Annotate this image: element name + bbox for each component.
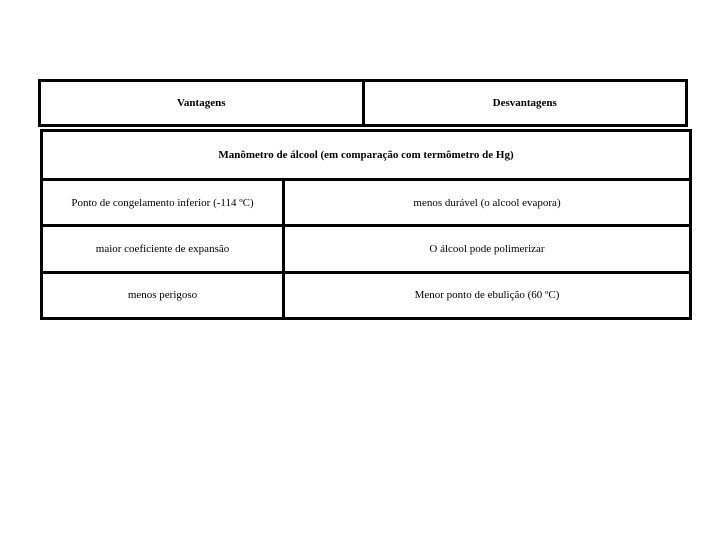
- table-row: [43, 181, 689, 224]
- table-row: [43, 271, 689, 317]
- table-row: [43, 224, 689, 270]
- desvantagem-cell: Menor ponto de ebulição (60 ºC): [414, 289, 560, 302]
- comparison-table: [40, 129, 692, 320]
- table-title: Manômetro de álcool (em comparação com termômetro de Hg): [43, 132, 689, 181]
- desvantagem-cell: O álcool pode polimerizar: [429, 242, 545, 255]
- vantagem-cell: menos perigoso: [43, 274, 285, 317]
- header-desvantagens: Desvantagens: [362, 82, 686, 124]
- header-table: [38, 79, 688, 127]
- vantagem-cell: maior coeficiente de expansão: [43, 227, 285, 270]
- header-vantagens: Vantagens: [177, 97, 226, 109]
- desvantagem-cell: menos durável (o alcool evapora): [413, 196, 561, 209]
- vantagem-cell: Ponto de congelamento inferior (-114 ºC): [43, 181, 285, 224]
